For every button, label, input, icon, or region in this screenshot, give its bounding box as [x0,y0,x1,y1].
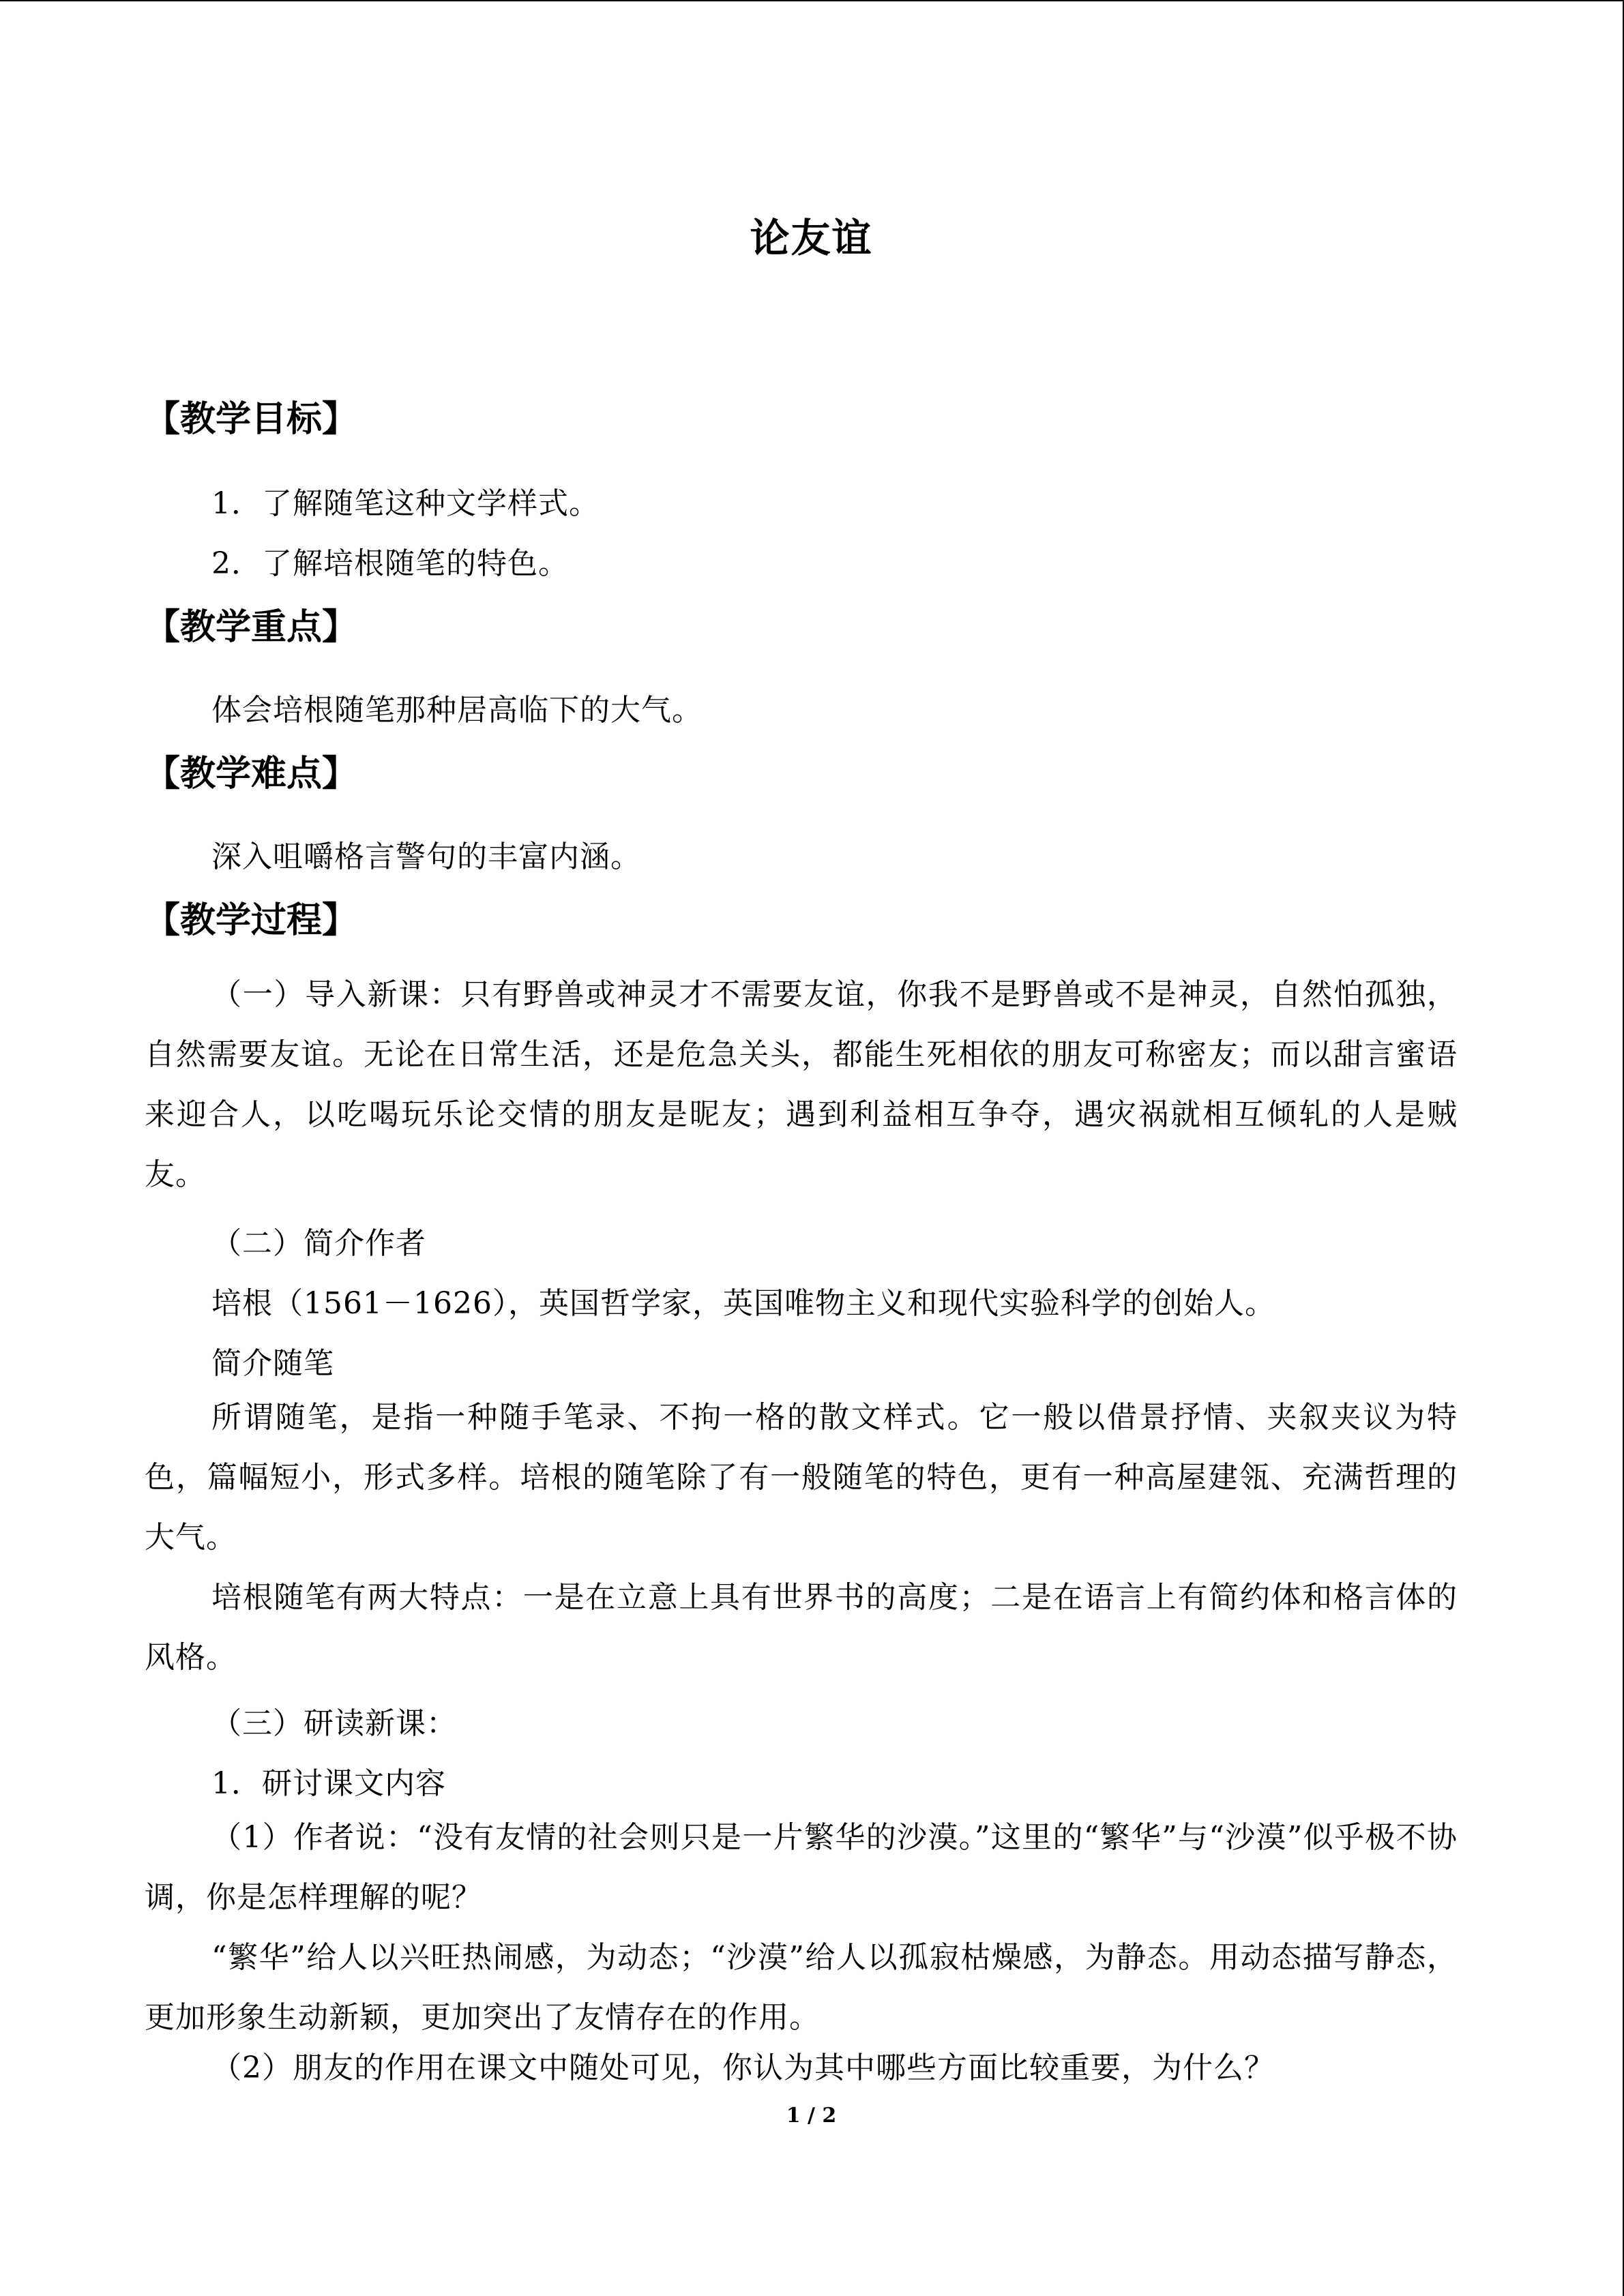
difficulty-text: 深入咀嚼格言警句的丰富内涵。 [211,839,641,874]
process-intro-paragraph: （一）导入新课：只有野兽或神灵才不需要友谊，你我不是野兽或不是神灵，自然怕孤独，自然需要友谊。无论在日常生活，还是危急关头，都能生死相依的朋友可称密友；而以甜言蜜语来迎合人，以吃喝玩乐论交情的朋友是昵友；遇到利益相互争夺，遇灾祸就相互倾轧的人是贼友。 [145,977,1458,1192]
author-heading: （二）简介作者 [211,1226,426,1261]
goal-item-2: 2．了解培根随笔的特色。 [211,546,569,581]
section-heading-focus: 【教学重点】 [145,606,358,648]
study-heading: （三）研读新课： [211,1706,457,1741]
study-subheading: 1．研讨课文内容 [211,1766,446,1801]
page-title: 论友谊 [750,215,873,261]
essay-heading: 简介随笔 [211,1346,334,1381]
features-paragraph: 培根随笔有两大特点：一是在立意上具有世界书的高度；二是在语言上有简约体和格言体的风格。 [145,1580,1458,1675]
page-number: 1 / 2 [786,2104,837,2128]
focus-text: 体会培根随笔那种居高临下的大气。 [211,693,703,728]
section-heading-goals: 【教学目标】 [145,398,358,440]
question-1-paragraph: （1）作者说：“没有友情的社会则只是一片繁华的沙漠。”这里的“繁华”与“沙漠”似乎极不协调，你是怎样理解的呢？ [145,1820,1458,1915]
goal-item-1: 1．了解随笔这种文学样式。 [211,486,600,521]
author-text: 培根（1561－1626），英国哲学家，英国唯物主义和现代实验科学的创始人。 [211,1286,1275,1321]
answer-1-paragraph: “繁华”给人以兴旺热闹感，为动态；“沙漠”给人以孤寂枯燥感，为静态。用动态描写静态，更加形象生动新颖，更加突出了友情存在的作用。 [145,1940,1458,2035]
question-2-paragraph: （2）朋友的作用在课文中随处可见，你认为其中哪些方面比较重要，为什么？ [211,2051,1275,2085]
section-heading-difficulty: 【教学难点】 [145,753,358,794]
essay-paragraph: 所谓随笔，是指一种随手笔录、不拘一格的散文样式。它一般以借景抒情、夹叙夹议为特色，篇幅短小，形式多样。培根的随笔除了有一般随笔的特色，更有一种高屋建瓴、充满哲理的大气。 [145,1400,1458,1555]
section-heading-process: 【教学过程】 [145,899,358,941]
